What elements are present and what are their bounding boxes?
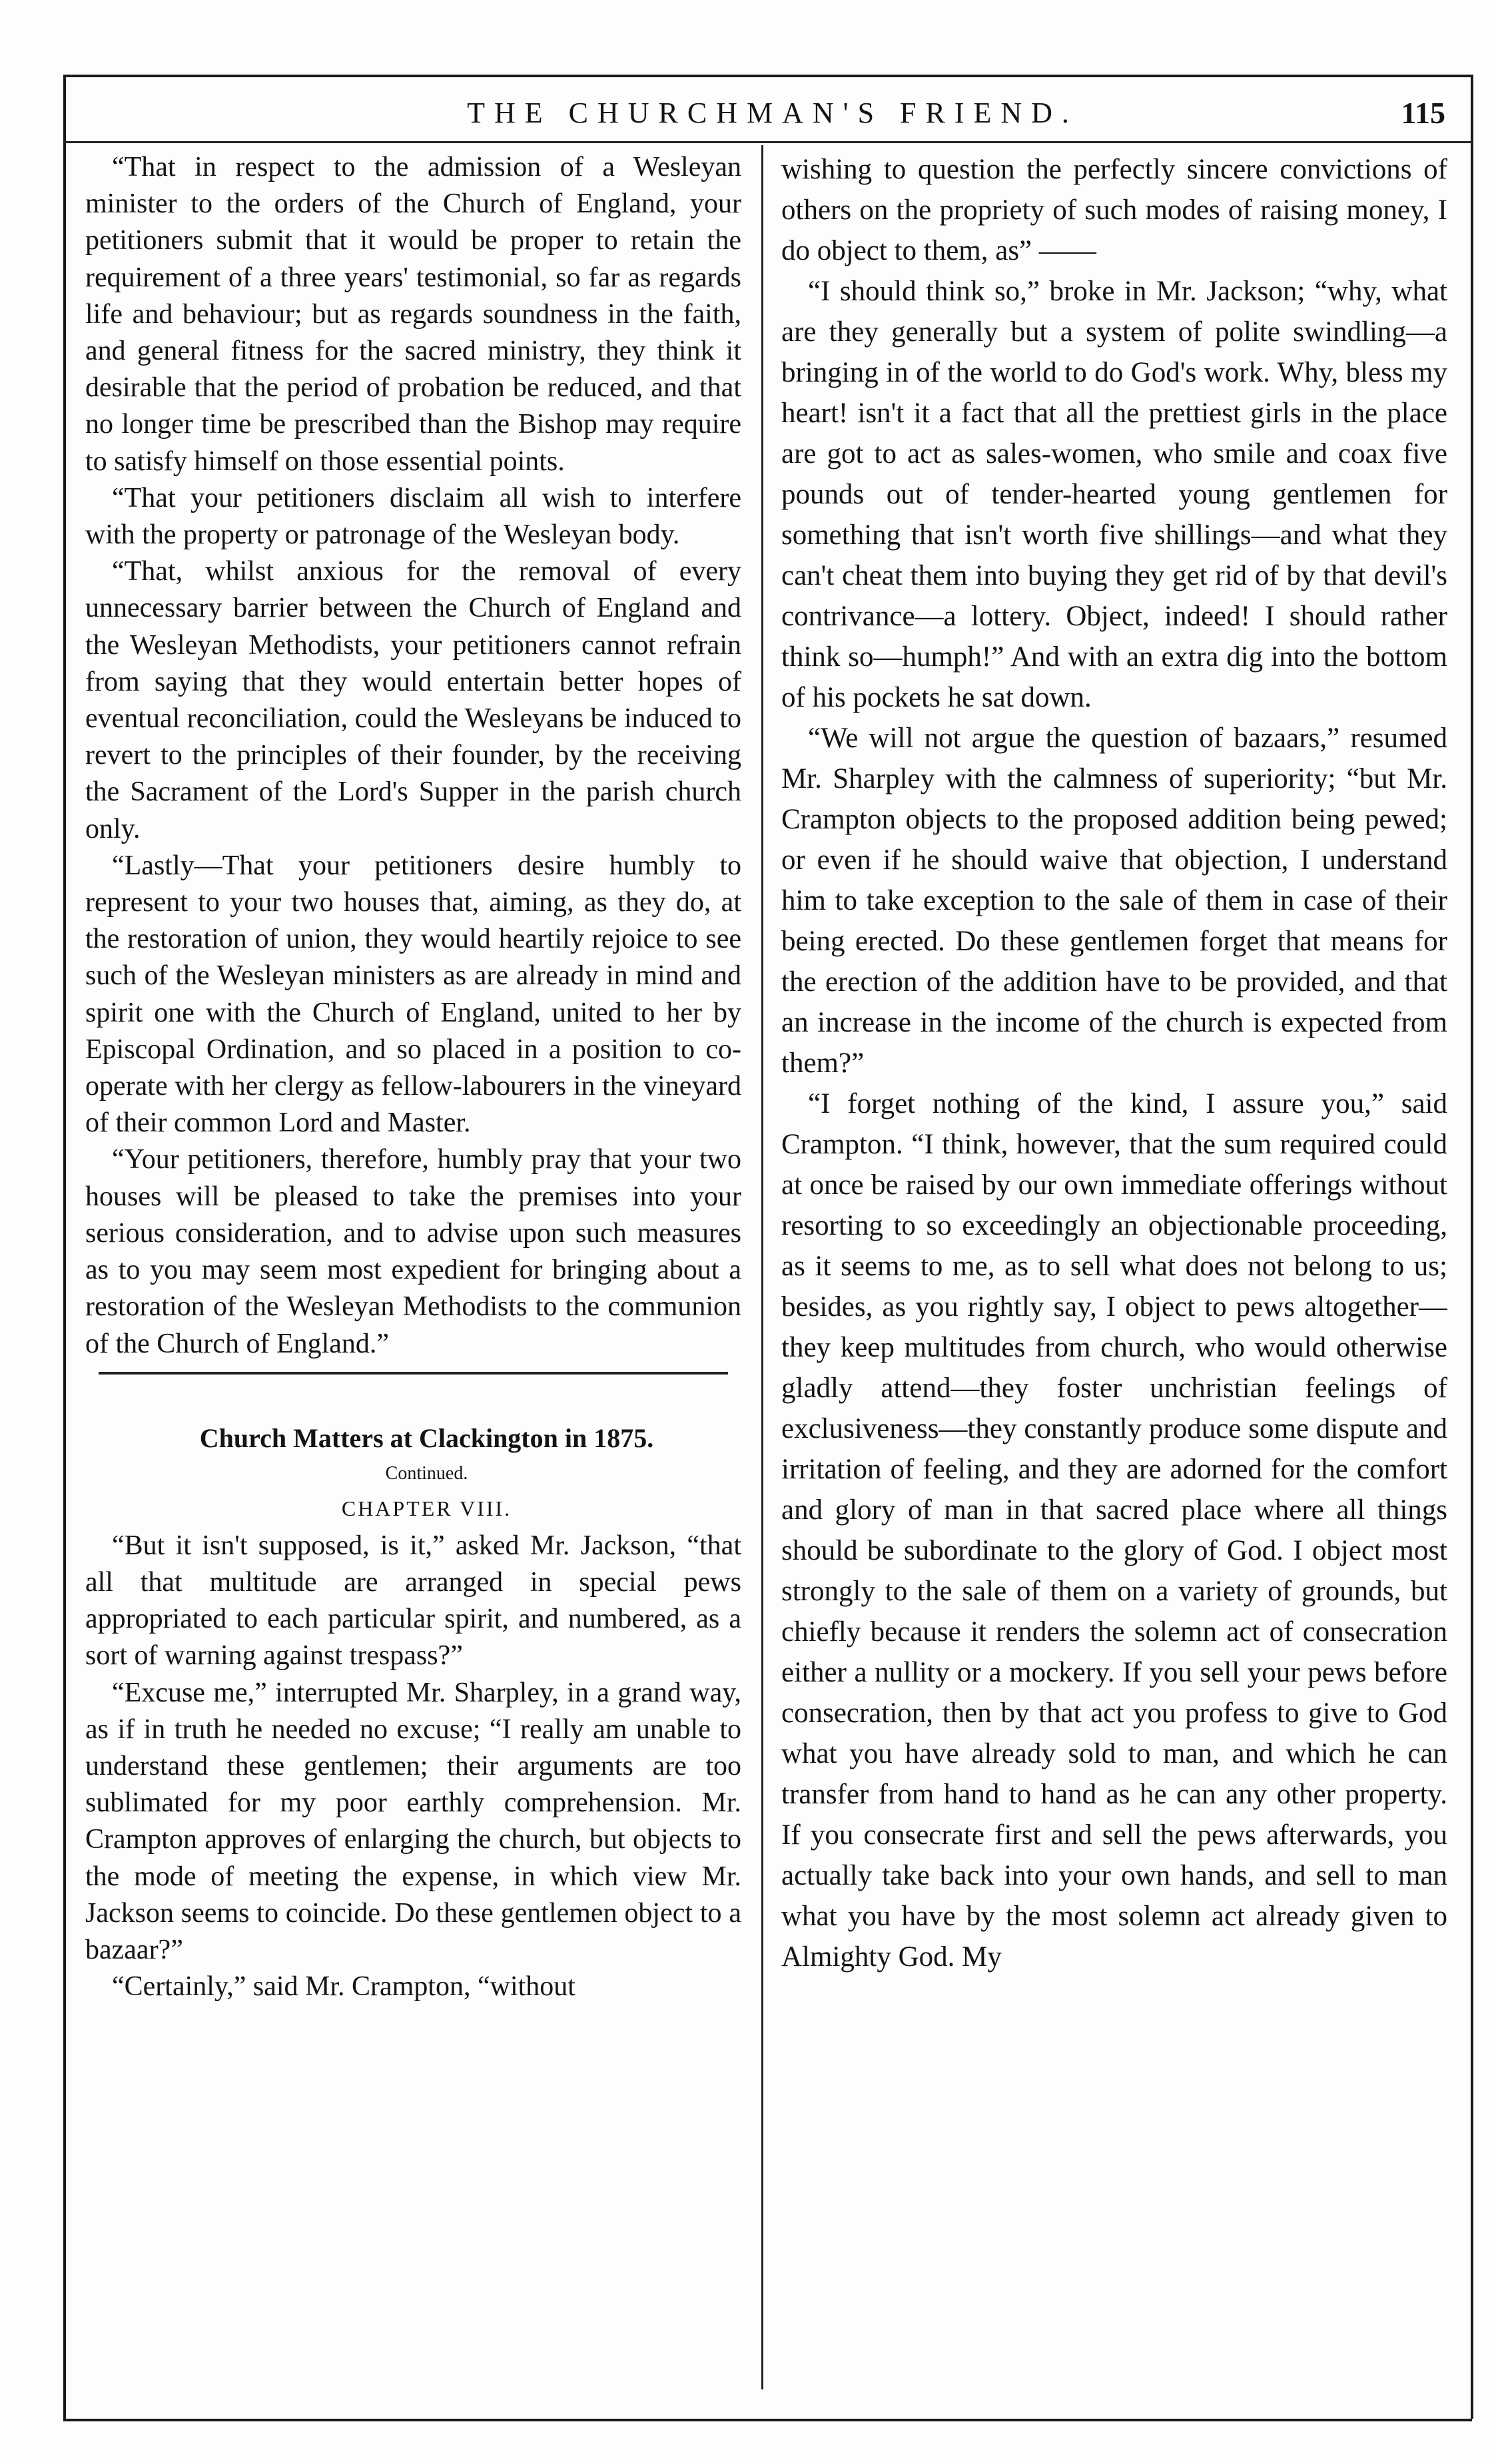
petition-paragraph: “That your petitioners disclaim all wish to interfere with the property or patronage of the Wesleyan body. <box>85 482 741 551</box>
page-border-left <box>63 75 66 2419</box>
story-paragraph: “Excuse me,” interrupted Mr. Sharpley, in a grand way, as if in truth he needed no excuse; “I really am unable to understand these gentlemen; their arguments are too sublimated for my poor earthly comprehension. Mr. Crampton approves of enlarging the church, but objects to the mode of meeting the expense, in which view Mr. Jackson seems to coincide. Do these gentlemen object to a bazaar?” <box>85 1677 741 1965</box>
page-number: 115 <box>1401 96 1445 130</box>
continued-note: Continued. <box>385 1462 468 1484</box>
petition-paragraph: “That, whilst anxious for the removal of every unnecessary barrier between the Church of England and the Wesleyan Methodists, your petitioners cannot refrain from saying that they would entertain better hopes of eventual reconciliation, could the Wesleyans be induced to revert to the principles of their founder, by the receiving the Sacrament of the Lord's Supper in the parish church only. <box>85 556 741 844</box>
column-divider <box>761 145 763 2389</box>
page-border-top <box>63 75 1472 77</box>
story-paragraph: “We will not argue the question of bazaars,” resumed Mr. Sharpley with the calmness of superiority; “but Mr. Crampton objects to the proposed addition being pewed; or even if he should waive that objection, I understand him to take exception to the sale of them in case of their being erected. Do these gentlemen forget that means for the erection of the addition have to be provided, and that an increase in the income of the church is expected from them?” <box>781 723 1447 1079</box>
right-column <box>781 149 1447 2413</box>
petition-paragraph: “Your petitioners, therefore, humbly pray that your two houses will be pleased to take the premises into your serious consideration, and to advise upon such measures as to you may seem most expedient for bringing about a restoration of the Wesleyan Methodists to the communion of the Church of England.” <box>85 1144 741 1359</box>
story-paragraph: “I forget nothing of the kind, I assure you,” said Crampton. “I think, however, that the sum required could at once be raised by our own immediate offerings without resorting to so exceedingly an objectionable proceeding, as it seems to me, as to sell what does not belong to us; besides, as you rightly say, I object to pews altogether—they keep multitudes from church, who would otherwise gladly attend—they foster unchristian feelings of exclusiveness—they constantly produce some dispute and irritation of feeling, and they are adorned for the comfort and glory of man in that sacred place where all things should be subordinate to the glory of God. I object most strongly to the sale of them on a variety of grounds, but chiefly because it renders the solemn act of consecration either a nullity or a mockery. If you sell your pews before consecration, then by that act you profess to give to God what you have already sold to man, and which he can transfer from hand to hand as he can any other property. If you consecrate first and sell the pews afterwards, you actually take back into your own hands, and sell to man what you have by the most solemn act already given to Almighty God. My <box>781 1088 1447 1973</box>
section-title: Church Matters at Clackington in 1875. <box>199 1422 654 1453</box>
header-rule <box>63 141 1472 143</box>
page-border-right <box>1471 75 1473 2419</box>
petition-paragraph: “Lastly—That your petitioners desire humbly to represent to your two houses that, aiming, as they do, at the restoration of union, they would heartily rejoice to see such of the Wesleyan ministers as are already in mind and spirit one with the Church of England, united to her by Episcopal Ordination, and so placed in a position to co-operate with her clergy as fellow-labourers in the vineyard of their common Lord and Master. <box>85 850 741 1139</box>
chapter-heading: CHAPTER VIII. <box>341 1496 512 1520</box>
story-paragraph: “But it isn't supposed, is it,” asked Mr. Jackson, “that all that multitude are arranged in special pews appropriated to each particular spirit, and numbered, as a sort of warning against trespass?” <box>85 1530 741 1672</box>
running-title: THE CHURCHMAN'S FRIEND. <box>467 97 1078 129</box>
story-paragraph: wishing to question the perfectly sincere convictions of others on the propriety of such modes of raising money, I do object to them, as” —— <box>781 154 1447 266</box>
left-column <box>85 149 741 2413</box>
section-divider <box>99 1372 728 1375</box>
story-paragraph: “I should think so,” broke in Mr. Jackson; “why, what are they generally but a system of polite swindling—a bringing in of the world to do God's work. Why, bless my heart! isn't it a fact that all the prettiest girls in the place are got to act as sales-women, who smile and coax five pounds out of tender-hearted young gentlemen for something that isn't worth five shillings—and what they can't cheat them into buying they get rid of by that devil's contrivance—a lottery. Object, indeed! I should rather think so—humph!” And with an extra dig into the bottom of his pockets he sat down. <box>781 276 1447 713</box>
petition-paragraph: “That in respect to the admission of a Wesleyan minister to the orders of the Church of England, your petitioners submit that it would be proper to retain the requirement of a three years' testimonial, so far as regards life and behaviour; but as regards soundness in the faith, and general fitness for the sacred ministry, they think it desirable that the period of probation be reduced, and that no longer time be prescribed than the Bishop may require to satisfy himself on those essential points. <box>85 152 741 477</box>
page-border-bottom <box>63 2419 1472 2421</box>
story-paragraph: “Certainly,” said Mr. Crampton, “without <box>112 1971 575 2002</box>
